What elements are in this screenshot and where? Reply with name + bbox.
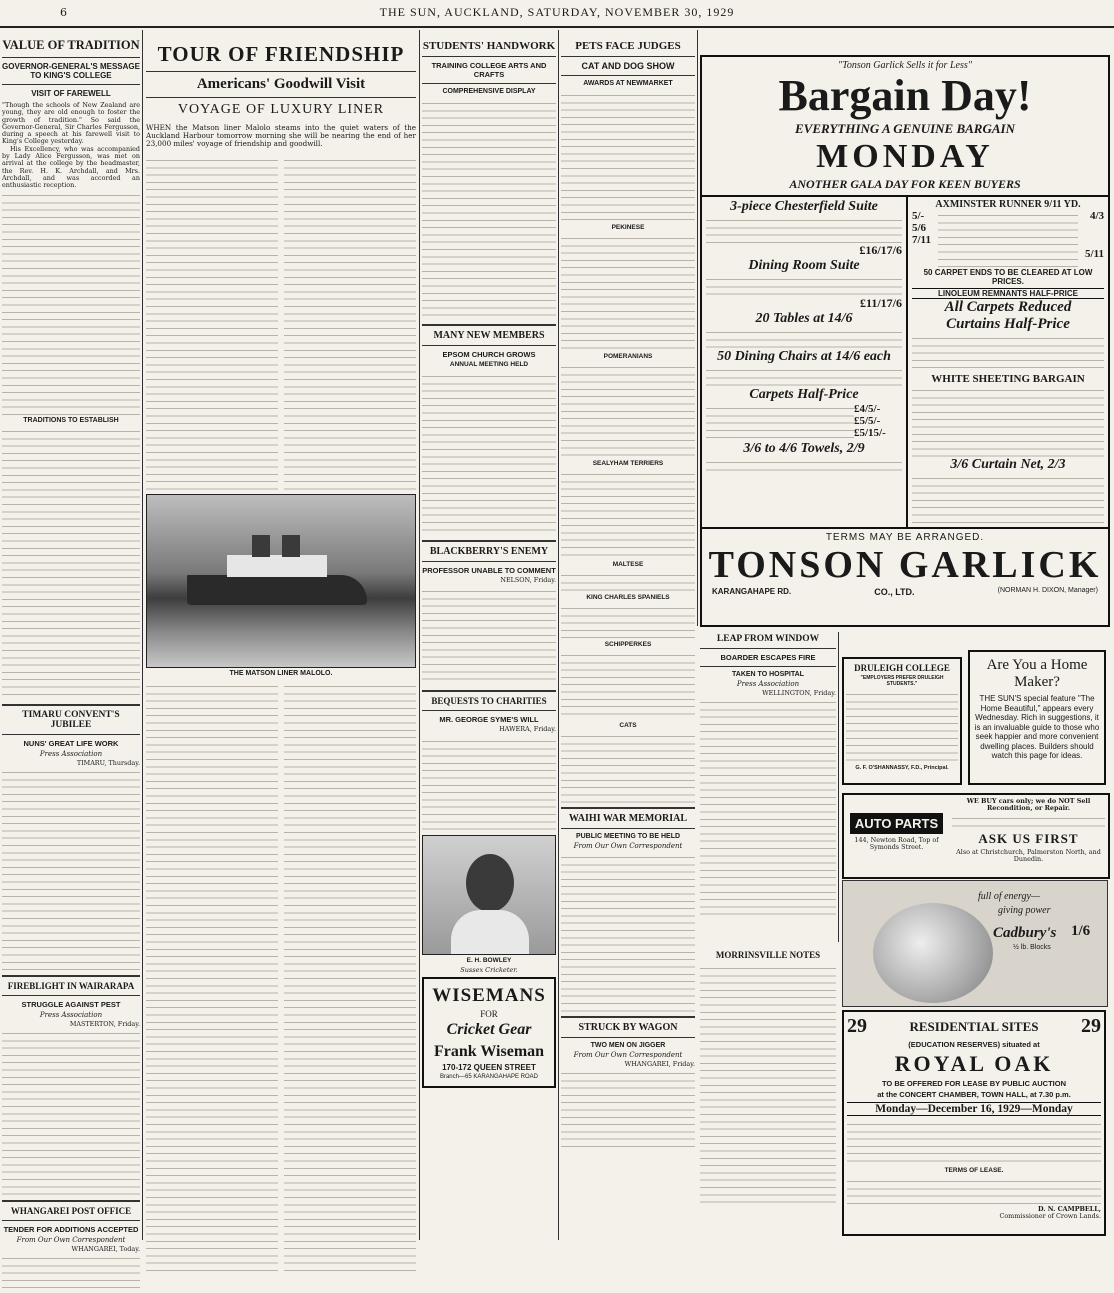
bowley-name: E. H. BOWLEY	[466, 956, 512, 964]
article-text	[561, 362, 695, 458]
royal-oak-terms-head: TERMS OF LEASE.	[944, 1167, 1004, 1174]
bowley-photo	[422, 835, 556, 955]
curtains-half-price: Curtains Half-Price	[946, 316, 1070, 332]
tour-subhead: Americans' Goodwill Visit	[196, 76, 366, 92]
column-3	[422, 30, 556, 1240]
white-sheeting: WHITE SHEETING BARGAIN	[931, 373, 1085, 385]
pets-subhead: CAT AND DOG SHOW	[581, 61, 675, 71]
whangarei-headline: WHANGAREI POST OFFICE	[10, 1206, 132, 1217]
article-text	[561, 731, 695, 803]
sites-count-left: 29	[847, 1015, 867, 1037]
own-correspondent-credit: From Our Own Correspondent	[16, 1236, 126, 1245]
fireblight-subhead: STRUGGLE AGAINST PEST	[21, 999, 121, 1009]
chesterfield-price: £16/17/6	[859, 243, 902, 257]
ship-superstructure	[227, 555, 327, 577]
whangarei-dateline: WHANGAREI, Today.	[71, 1245, 140, 1254]
tonson-garlick-ad	[700, 55, 1110, 627]
column-rule	[419, 30, 420, 1240]
pets-subhead-2: AWARDS AT NEWMARKET	[583, 80, 673, 87]
all-carpets-reduced: All Carpets Reduced	[944, 299, 1072, 315]
waihi-headline: WAIHI WAR MEMORIAL	[568, 813, 688, 824]
cadbury-size: ½ lb. Blocks	[1013, 944, 1051, 951]
right-price-3: 5/6	[912, 222, 927, 234]
autoparts-ad	[842, 793, 1110, 879]
waihi-subhead: PUBLIC MEETING TO BE HELD	[575, 833, 681, 840]
handwork-subhead-2: COMPREHENSIVE DISPLAY	[442, 88, 536, 95]
royal-oak-signature: D. N. CAMPBELL,	[1037, 1205, 1101, 1213]
homemaker-body: THE SUN'S special feature "The Home Beautiful," appears every Wednesday. Rich in suggestions, it is an invaluable guide to those who seek happier and more convenient dwelling places. Builders should watch this page for ideas.	[974, 694, 1100, 760]
tour-subhead-2: VOYAGE OF LUXURY LINER	[177, 102, 385, 117]
dining-suite-price: £11/17/6	[859, 296, 902, 310]
curtain-net: 3/6 Curtain Net, 2/3	[950, 457, 1066, 472]
ad-text	[952, 813, 1105, 829]
ship-funnel	[252, 535, 270, 557]
blackberry-subhead: PROFESSOR UNABLE TO COMMENT	[422, 566, 556, 575]
section-sealyham: SEALYHAM TERRIERS	[592, 460, 664, 467]
article-text	[2, 190, 140, 415]
right-price-5: 5/11	[1085, 248, 1104, 260]
autoparts-tag: ASK US FIRST	[978, 830, 1079, 846]
linoleum-remnants: LINOLEUM REMNANTS HALF-PRICE	[912, 288, 1104, 299]
handwork-subhead: TRAINING COLLEGE ARTS AND CRAFTS	[431, 61, 547, 79]
tradition-para: His Excellency, who was accompanied by Lady Alice Fergusson, was met on arrival at the college by the headmaster, the Rev. H. K. Archdall, and Mrs. Archdall, and was accorded an enthusiastic reception.	[2, 144, 140, 190]
article-text	[146, 155, 278, 490]
tonson-line-4: ANOTHER GALA DAY FOR KEEN BUYERS	[789, 177, 1021, 191]
ad-text	[706, 365, 902, 387]
autoparts-head: WE BUY cars only; we do NOT Sell Recondition, or Repair.	[966, 797, 1091, 813]
column-rule	[697, 30, 698, 626]
tonson-garlick-name: TONSON GARLICK	[708, 544, 1102, 586]
druleigh-title: DRULEIGH COLLEGE	[854, 663, 950, 673]
article-text	[561, 90, 695, 222]
article-text	[422, 736, 556, 831]
own-correspondent-credit: From Our Own Correspondent	[573, 842, 683, 850]
article-text	[146, 681, 278, 1271]
tour-lead: WHEN the Matson liner Malolo steams into the quiet waters of the Auckland Harbour tomorrow morning she will be nearing the end of her 23,000 miles' voyage of friendship and goodwill.	[146, 123, 416, 149]
right-price-2: 4/3	[1089, 210, 1104, 222]
royal-oak-ad	[842, 1010, 1106, 1236]
druleigh-principal: G. F. O'SHANNASSY, F.D., Principal.	[855, 765, 949, 771]
article-text	[2, 767, 140, 971]
bargain-day-headline: Bargain Day!	[778, 71, 1032, 120]
article-text	[561, 570, 695, 592]
fireblight-headline: FIREBLIGHT IN WAIRARAPA	[7, 980, 135, 991]
ad-text	[706, 457, 902, 471]
epsom-headline: MANY NEW MEMBERS	[433, 330, 545, 341]
blackberry-headline: BLACKBERRY'S ENEMY	[429, 546, 549, 557]
article-text	[422, 371, 556, 536]
royal-oak-title: RESIDENTIAL SITES	[909, 1018, 1039, 1034]
column-2	[146, 30, 416, 1240]
column-4	[561, 30, 695, 1240]
portrait-head	[466, 854, 514, 912]
section-spaniels: KING CHARLES SPANIELS	[586, 594, 670, 601]
ad-text	[847, 1119, 1101, 1165]
section-pomeranians: POMERANIANS	[603, 353, 653, 360]
pets-headline: PETS FACE JUDGES	[575, 40, 681, 52]
wisemans-name: WISEMANS	[432, 984, 546, 1006]
article-text	[561, 233, 695, 351]
wagon-headline: STRUCK BY WAGON	[578, 1022, 678, 1033]
blackberry-dateline: NELSON, Friday.	[500, 576, 556, 584]
sites-count-right: 29	[1080, 1015, 1101, 1037]
right-price-4: 7/11	[912, 234, 931, 246]
tonson-slogan: "Tonson Garlick Sells it for Less"	[838, 60, 972, 71]
ad-text	[706, 274, 902, 296]
ad-text	[912, 333, 1104, 373]
royal-oak-line-2: at the CONCERT CHAMBER, TOWN HALL, at 7.30 p.m.	[877, 1090, 1071, 1099]
wagon-subhead: TWO MEN ON JIGGER	[590, 1042, 666, 1049]
article-text	[561, 603, 695, 639]
tradition-subhead: GOVERNOR-GENERAL'S MESSAGE TO KING'S COLLEGE	[2, 62, 140, 80]
carpet-price-2: £5/5/-	[854, 415, 881, 427]
article-text	[284, 681, 416, 1271]
tour-headline: TOUR OF FRIENDSHIP	[157, 42, 405, 66]
monday-headline: MONDAY	[816, 138, 994, 175]
malolo-caption: THE MATSON LINER MALOLO.	[229, 669, 333, 677]
carpet-price-1: £4/5/-	[854, 403, 881, 415]
section-schipperkes: SCHIPPERKES	[604, 641, 652, 648]
article-text	[700, 697, 836, 917]
cadbury-brand: Cadbury's	[993, 925, 1057, 941]
carpet-price-3: £5/15/-	[854, 427, 886, 439]
portrait-shirt	[451, 910, 529, 954]
ad-text	[706, 327, 902, 349]
article-text	[561, 1068, 695, 1148]
tradition-subhead-3: TRADITIONS TO ESTABLISH	[23, 416, 119, 424]
bequests-subhead: MR. GEORGE SYME'S WILL	[439, 715, 539, 725]
royal-oak-place: ROYAL OAK	[894, 1051, 1054, 1076]
press-credit: Press Association	[39, 1010, 103, 1019]
autoparts-branch: Also at Christchurch, Palmerston North, and Dunedin.	[956, 847, 1101, 863]
morrinsville-headline: MORRINSVILLE NOTES	[715, 950, 821, 960]
tonson-co: CO., LTD.	[874, 587, 915, 597]
axminster-runner: AXMINSTER RUNNER 9/11 YD.	[935, 199, 1081, 210]
article-text	[2, 426, 140, 700]
cadbury-price: 1/6	[1071, 923, 1091, 939]
handwork-headline: STUDENTS' HANDWORK	[422, 40, 556, 52]
wisemans-branch: Branch—65 KARANGAHAPE ROAD	[439, 1073, 539, 1080]
epsom-subhead: EPSOM CHURCH GROWS	[442, 350, 536, 359]
tradition-subhead-2: VISIT OF FAREWELL	[31, 89, 111, 98]
leap-dateline: WELLINGTON, Friday.	[762, 689, 836, 697]
timaru-subhead: NUNS' GREAT LIFE WORK	[23, 738, 119, 748]
royal-oak-date: Monday—December 16, 1929—Monday	[847, 1102, 1101, 1116]
tonson-left-column	[702, 197, 908, 527]
carpet-ends: 50 CARPET ENDS TO BE CLEARED AT LOW PRICES.	[923, 268, 1093, 286]
dining-suite-title: Dining Room Suite	[748, 258, 860, 273]
right-price-1: 5/-	[912, 210, 925, 222]
column-rule	[558, 30, 559, 1240]
article-text	[561, 650, 695, 720]
ad-text	[846, 689, 958, 763]
masthead	[0, 0, 1114, 28]
malolo-photo	[146, 494, 416, 668]
own-correspondent-credit: From Our Own Correspondent	[573, 1051, 683, 1059]
autoparts-address: 144, Newton Road, Top of Symonds Street.	[854, 836, 939, 852]
article-text	[2, 1253, 140, 1293]
cadbury-face	[873, 903, 993, 1003]
tables-title: 20 Tables at 14/6	[755, 311, 853, 326]
column-rule	[838, 632, 839, 942]
morrinsville-story	[700, 948, 836, 1240]
column-rule	[142, 30, 143, 1240]
ad-text	[912, 385, 1104, 457]
cadbury-line-1: full of energy—	[978, 891, 1040, 902]
ad-text	[847, 1176, 1101, 1206]
wisemans-ad	[422, 977, 556, 1088]
wisemans-for: FOR	[480, 1008, 498, 1019]
bequests-dateline: HAWERA, Friday.	[499, 725, 556, 734]
leap-subhead-2: TAKEN TO HOSPITAL	[732, 671, 804, 678]
article-text	[561, 852, 695, 1012]
tonson-right-column	[908, 197, 1108, 527]
section-pekinese: PEKINESE	[611, 224, 645, 231]
tradition-lead: "Though the schools of New Zealand are young, they are old enough to foster the growth of tradition." So said the Governor-General, Sir Charles Fergusson, during a speech at his farewell visit to King's College yesterday.	[2, 101, 140, 146]
ship-hull	[187, 575, 367, 605]
wisemans-shop: Frank Wiseman	[433, 1042, 545, 1060]
article-text	[422, 98, 556, 320]
article-text	[700, 963, 836, 1203]
article-text	[422, 586, 556, 686]
wagon-dateline: WHANGAREI, Friday.	[624, 1060, 695, 1068]
article-text	[284, 155, 416, 490]
epsom-subhead-2: ANNUAL MEETING HELD	[449, 361, 529, 368]
timaru-headline: TIMARU CONVENT'S JUBILEE	[22, 709, 120, 730]
druleigh-sub: "EMPLOYERS PREFER DRULEIGH STUDENTS."	[860, 675, 944, 687]
section-cats: CATS	[619, 722, 637, 729]
column-1	[2, 30, 140, 1254]
leap-headline: LEAP FROM WINDOW	[716, 634, 820, 644]
tonson-manager: (NORMAN H. DIXON, Manager)	[997, 587, 1098, 594]
cadbury-ad	[842, 880, 1108, 1007]
section-maltese: MALTESE	[612, 561, 644, 568]
newspaper-title: THE SUN, AUCKLAND, SATURDAY, NOVEMBER 30, 1929	[379, 5, 735, 19]
royal-oak-line-1: TO BE OFFERED FOR LEASE BY PUBLIC AUCTION	[881, 1079, 1067, 1088]
tonson-terms: TERMS MAY BE ARRANGED.	[825, 532, 985, 543]
wisemans-address: 170-172 QUEEN STREET	[442, 1062, 536, 1072]
column-5	[700, 632, 836, 942]
ad-text	[706, 403, 854, 441]
carpets-title: Carpets Half-Price	[749, 387, 859, 402]
tonson-line-2: EVERYTHING A GENUINE BARGAIN	[795, 121, 1015, 136]
druleigh-college-ad	[842, 657, 962, 785]
chesterfield-title: 3-piece Chesterfield Suite	[730, 199, 878, 214]
ad-text	[912, 473, 1104, 525]
wisemans-product: Cricket Gear	[446, 1020, 532, 1038]
whangarei-subhead: TENDER FOR ADDITIONS ACCEPTED	[3, 1225, 139, 1235]
autoparts-logo: AUTO PARTS	[850, 813, 943, 834]
ad-text	[706, 215, 902, 243]
homemaker-ad	[968, 650, 1106, 785]
bowley-caption: Sussex Cricketer.	[460, 965, 518, 974]
royal-oak-signature-title: Commissioner of Crown Lands.	[999, 1212, 1101, 1221]
bequests-headline: BEQUESTS TO CHARITIES	[431, 696, 547, 707]
article-text	[2, 1028, 140, 1196]
tradition-headline: VALUE OF TRADITION	[2, 38, 140, 52]
leap-subhead: BOARDER ESCAPES FIRE	[720, 653, 816, 662]
cadbury-line-2: giving power	[998, 905, 1051, 916]
towels-title: 3/6 to 4/6 Towels, 2/9	[743, 441, 865, 456]
homemaker-title: Are You a Home Maker?	[986, 657, 1088, 690]
article-text	[561, 469, 695, 559]
ship-funnel	[282, 535, 300, 557]
tonson-address: KARANGAHAPE RD.	[712, 587, 792, 596]
timaru-dateline: TIMARU, Thursday.	[76, 758, 140, 767]
press-credit: Press Association	[736, 680, 800, 688]
ad-text	[938, 210, 1078, 268]
dining-chairs-title: 50 Dining Chairs at 14/6 each	[717, 349, 891, 364]
royal-oak-subtitle: (EDUCATION RESERVES) situated at	[908, 1040, 1040, 1049]
fireblight-dateline: MASTERTON, Friday.	[69, 1019, 140, 1028]
press-credit: Press Association	[39, 749, 103, 758]
page-number: 6	[60, 6, 67, 19]
